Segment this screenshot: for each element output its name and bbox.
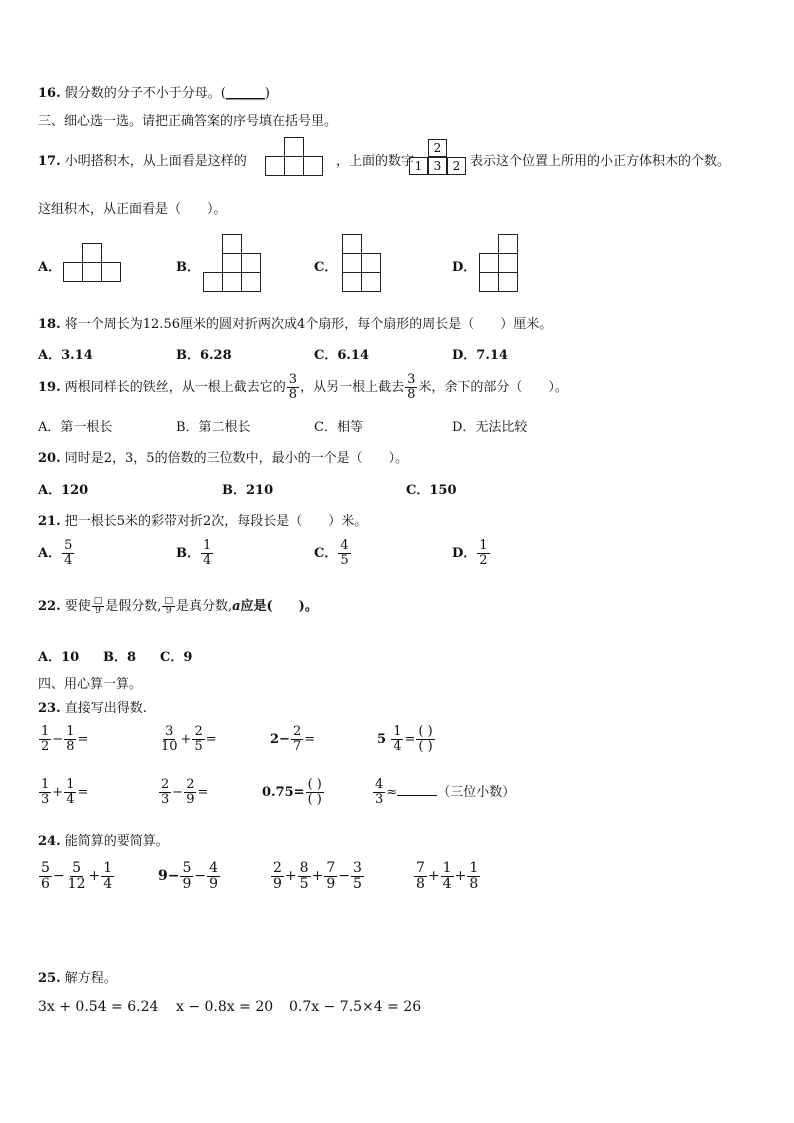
operator: + bbox=[311, 868, 324, 884]
option-c[interactable]: C．150 bbox=[406, 483, 457, 498]
option-a[interactable]: A．120 bbox=[38, 483, 89, 498]
equals: = bbox=[304, 732, 316, 747]
denominator: 5 bbox=[194, 739, 203, 754]
denominator: 8 bbox=[416, 875, 425, 892]
option-a[interactable]: A．3.14 bbox=[38, 348, 93, 363]
grid-cell bbox=[498, 253, 518, 273]
question-19 bbox=[38, 371, 568, 405]
numerator: 1 bbox=[41, 724, 50, 740]
denominator: 5 bbox=[352, 875, 362, 892]
fraction bbox=[351, 861, 364, 891]
operand: 9− bbox=[158, 868, 180, 884]
denominator: 12 bbox=[67, 875, 86, 892]
numerator: 8 bbox=[299, 859, 309, 876]
answer-blank[interactable]: ______ bbox=[225, 86, 265, 101]
expression bbox=[38, 858, 115, 894]
numerator: 1 bbox=[66, 724, 75, 740]
fraction bbox=[201, 539, 213, 567]
denominator: 4 bbox=[103, 875, 113, 892]
expression bbox=[158, 722, 217, 758]
question-number: 18. bbox=[38, 317, 61, 332]
expression bbox=[158, 775, 208, 811]
option-d-figure[interactable] bbox=[479, 234, 519, 293]
numbered-view-figure bbox=[409, 139, 467, 177]
grid-cell bbox=[284, 156, 304, 176]
equation: x − 0.8x = 20 bbox=[176, 999, 274, 1015]
operator: − bbox=[194, 868, 207, 884]
question-text: 直接写出得数. bbox=[64, 701, 147, 716]
top-view-figure bbox=[265, 137, 323, 177]
option-label: B． bbox=[176, 546, 200, 561]
option-a[interactable]: A．10 bbox=[38, 650, 80, 665]
option-b[interactable]: B．第二根长 bbox=[176, 420, 251, 435]
numerator: 2 bbox=[161, 777, 170, 793]
question-number: 20. bbox=[38, 451, 61, 466]
question-23 bbox=[38, 697, 147, 716]
numerator: 1 bbox=[442, 859, 452, 876]
numerator: 5 bbox=[41, 859, 50, 876]
denominator: 5 bbox=[299, 875, 309, 892]
question-text: 解方程。 bbox=[64, 971, 117, 986]
denominator: 7 bbox=[292, 739, 302, 754]
numerator: 1 bbox=[41, 777, 50, 793]
question-text: 能简算的要简算。 bbox=[64, 834, 169, 849]
grid-cell bbox=[63, 262, 83, 282]
denominator: 8 bbox=[66, 739, 75, 754]
numerator: 1 bbox=[103, 859, 113, 876]
option-d[interactable]: D．7.14 bbox=[452, 348, 508, 363]
denominator: 4 bbox=[393, 739, 402, 754]
option-label: C． bbox=[314, 546, 338, 561]
numerator: 2 bbox=[194, 724, 203, 740]
grid-cell bbox=[284, 137, 304, 157]
expression bbox=[270, 858, 365, 894]
question-17-text3: 表示这个位置上所用的小正方体积木的个数。 bbox=[470, 154, 731, 169]
equals: = bbox=[404, 732, 416, 747]
denominator: 10 bbox=[161, 739, 178, 754]
grid-cell bbox=[82, 262, 102, 282]
numerator: □ bbox=[164, 595, 173, 606]
question-16 bbox=[38, 82, 270, 101]
fraction bbox=[101, 861, 114, 891]
numerator: 5 bbox=[64, 538, 73, 554]
denominator: 6 bbox=[41, 875, 50, 892]
question-number: 16. bbox=[38, 86, 61, 101]
fraction bbox=[324, 861, 337, 891]
operator: + bbox=[52, 785, 64, 800]
denominator: 4 bbox=[442, 875, 452, 892]
fraction bbox=[39, 778, 51, 806]
question-text: 假分数的分子不小于分母。( bbox=[64, 86, 226, 101]
operator: + bbox=[454, 868, 467, 884]
grid-cell bbox=[82, 243, 102, 263]
question-21 bbox=[38, 510, 367, 529]
question-text: 同时是2，3，5的倍数的三位数中，最小的一个是（ ）。 bbox=[64, 451, 409, 466]
numerator: 1 bbox=[203, 538, 212, 554]
fraction bbox=[92, 597, 105, 617]
denominator: 9 bbox=[186, 792, 195, 807]
option-a-figure[interactable] bbox=[63, 243, 121, 281]
fraction bbox=[64, 725, 76, 753]
numerator: 3 bbox=[288, 372, 298, 388]
question-text: 将一个周长为12.56厘米的圆对折两次成4个扇形，每个扇形的周长是（ ）厘米。 bbox=[64, 317, 553, 332]
question-number: 22. bbox=[38, 599, 61, 614]
number-cell: 2 bbox=[447, 157, 466, 175]
numerator: 7 bbox=[326, 859, 336, 876]
operator: − bbox=[172, 785, 184, 800]
denominator: 5 bbox=[340, 553, 349, 568]
fraction bbox=[162, 597, 175, 617]
answer-fraction[interactable] bbox=[416, 725, 434, 753]
grid-cell bbox=[241, 253, 261, 273]
denominator: 9 bbox=[209, 875, 219, 892]
number-cell: 2 bbox=[428, 139, 447, 157]
numerator: 4 bbox=[209, 859, 219, 876]
question-text: 把一根长5米的彩带对折2次，每段长是（ ）米。 bbox=[64, 514, 368, 529]
fraction bbox=[338, 539, 350, 567]
approx: ≈ bbox=[386, 785, 398, 800]
expression bbox=[38, 775, 88, 811]
operator: + bbox=[180, 732, 192, 747]
grid-cell bbox=[203, 272, 223, 292]
denominator[interactable]: ( ) bbox=[307, 792, 322, 807]
option-label: A． bbox=[38, 546, 62, 561]
fraction bbox=[467, 861, 480, 891]
option-c-figure[interactable] bbox=[342, 234, 382, 293]
denominator: 9 bbox=[95, 606, 101, 616]
expression bbox=[372, 775, 515, 811]
grid-cell bbox=[222, 253, 242, 273]
denominator: 3 bbox=[375, 792, 384, 807]
equals: = bbox=[197, 785, 209, 800]
denominator: 4 bbox=[64, 553, 73, 568]
answer-blank[interactable] bbox=[397, 795, 437, 796]
number-cell: 3 bbox=[428, 157, 447, 175]
operand: 5 bbox=[377, 732, 387, 747]
question-20 bbox=[38, 447, 408, 466]
numerator: 5 bbox=[72, 859, 82, 876]
grid-cell bbox=[101, 262, 121, 282]
number-cell: 1 bbox=[409, 157, 428, 175]
question-text: 要使 bbox=[64, 599, 91, 614]
question-number: 24. bbox=[38, 834, 61, 849]
operator: + bbox=[427, 868, 440, 884]
question-24 bbox=[38, 830, 169, 849]
question-text: 米，余下的部分（ ）。 bbox=[418, 380, 568, 395]
numerator: 2 bbox=[186, 777, 195, 793]
fraction bbox=[39, 725, 51, 753]
expression bbox=[158, 858, 221, 894]
operator: − bbox=[52, 868, 65, 884]
numerator: 4 bbox=[375, 777, 384, 793]
fraction bbox=[291, 725, 303, 753]
numerator: 2 bbox=[292, 724, 302, 740]
option-b[interactable]: B．8 bbox=[103, 650, 137, 665]
option-label: D． bbox=[452, 546, 477, 561]
fraction bbox=[62, 539, 74, 567]
variable: a bbox=[232, 599, 241, 614]
fraction bbox=[207, 861, 220, 891]
denominator: 4 bbox=[203, 553, 212, 568]
expression bbox=[377, 722, 436, 758]
expression bbox=[262, 775, 325, 811]
numerator: 7 bbox=[416, 859, 425, 876]
option-c-label[interactable]: C． bbox=[314, 260, 338, 275]
equals: = bbox=[77, 732, 89, 747]
fraction bbox=[477, 539, 489, 567]
fraction bbox=[64, 778, 76, 806]
operator: + bbox=[88, 868, 101, 884]
denominator: 3 bbox=[161, 792, 170, 807]
numerator: 3 bbox=[352, 859, 362, 876]
operator: − bbox=[52, 732, 64, 747]
grid-cell bbox=[342, 234, 362, 254]
option-b[interactable]: B．210 bbox=[222, 483, 274, 498]
grid-cell bbox=[498, 272, 518, 292]
question-number: 17. bbox=[38, 154, 61, 169]
option-a-label[interactable]: A． bbox=[38, 260, 62, 275]
grid-cell bbox=[498, 234, 518, 254]
numerator: 2 bbox=[273, 859, 282, 876]
numerator: 1 bbox=[479, 538, 488, 554]
denominator: 2 bbox=[41, 739, 50, 754]
option-d-label[interactable]: D． bbox=[452, 260, 477, 275]
numerator: 3 bbox=[407, 372, 416, 388]
question-18 bbox=[38, 313, 552, 332]
equation: 3x + 0.54 = 6.24 bbox=[38, 999, 159, 1015]
operand: 0.75= bbox=[262, 785, 305, 800]
question-22 bbox=[38, 594, 318, 620]
numerator: 1 bbox=[66, 777, 75, 793]
grid-cell bbox=[479, 253, 499, 273]
operand: 2− bbox=[270, 732, 290, 747]
denominator: 9 bbox=[182, 875, 192, 892]
question-text: 是真分数, bbox=[175, 599, 233, 614]
question-number: 23. bbox=[38, 701, 61, 716]
question-text: ，从另一根上截去 bbox=[300, 380, 405, 395]
denominator: 3 bbox=[41, 792, 50, 807]
option-a[interactable]: A．第一根长 bbox=[38, 420, 113, 435]
fraction bbox=[373, 778, 385, 806]
fraction bbox=[159, 778, 171, 806]
grid-cell bbox=[265, 156, 285, 176]
operator: − bbox=[338, 868, 350, 884]
section-heading: 三、细心选一选。请把正确答案的序号填在括号里。 bbox=[38, 114, 338, 129]
question-17-text1 bbox=[38, 150, 247, 169]
equals: = bbox=[77, 785, 89, 800]
question-text: 应是( )。 bbox=[240, 599, 318, 614]
grid-cell bbox=[303, 156, 323, 176]
denominator: 4 bbox=[66, 792, 75, 807]
fraction bbox=[405, 373, 417, 401]
grid-cell bbox=[342, 272, 362, 292]
equation: 0.7x − 7.5×4 = 26 bbox=[289, 999, 422, 1015]
option-b[interactable] bbox=[176, 537, 214, 571]
fraction bbox=[180, 861, 193, 891]
expression bbox=[413, 858, 481, 894]
fraction bbox=[298, 861, 311, 891]
denominator: 9 bbox=[326, 875, 336, 892]
numerator: 3 bbox=[165, 724, 174, 740]
option-c[interactable]: C．9 bbox=[160, 650, 193, 665]
operator: + bbox=[284, 868, 297, 884]
grid-cell bbox=[241, 272, 261, 292]
numerator: □ bbox=[93, 595, 103, 606]
numerator: 1 bbox=[469, 859, 479, 876]
grid-cell bbox=[479, 272, 499, 292]
denominator: 8 bbox=[288, 387, 298, 402]
option-b[interactable]: B．6.28 bbox=[176, 348, 232, 363]
fraction bbox=[287, 373, 299, 401]
fraction bbox=[391, 725, 403, 753]
question-number: 19. bbox=[38, 380, 61, 395]
option-c[interactable]: C．6.14 bbox=[314, 348, 370, 363]
numerator: 4 bbox=[340, 538, 349, 554]
fraction bbox=[184, 778, 196, 806]
option-a[interactable] bbox=[38, 537, 75, 571]
question-number: 25. bbox=[38, 971, 61, 986]
option-b-figure[interactable] bbox=[203, 234, 261, 293]
equals: = bbox=[205, 732, 217, 747]
fraction bbox=[441, 861, 454, 891]
fraction bbox=[192, 725, 204, 753]
expression bbox=[38, 722, 88, 758]
fraction bbox=[159, 725, 180, 753]
denominator: 9 bbox=[273, 875, 282, 892]
numerator[interactable]: ( ) bbox=[307, 777, 322, 793]
grid-cell bbox=[361, 272, 381, 292]
grid-cell bbox=[222, 272, 242, 292]
denominator: 9 bbox=[165, 606, 172, 616]
option-c[interactable]: C．相等 bbox=[314, 420, 363, 435]
numerator[interactable]: ( ) bbox=[418, 724, 433, 740]
question-17-text2: ，上面的数字 bbox=[336, 154, 415, 169]
option-d[interactable] bbox=[452, 537, 491, 571]
denominator: 8 bbox=[469, 875, 479, 892]
denominator: 2 bbox=[479, 553, 488, 568]
fraction bbox=[66, 861, 88, 891]
fraction bbox=[39, 861, 52, 891]
answer-fraction[interactable] bbox=[306, 778, 324, 806]
question-number: 21. bbox=[38, 514, 61, 529]
option-b-label[interactable]: B． bbox=[176, 260, 200, 275]
grid-cell bbox=[361, 253, 381, 273]
option-d[interactable]: D．无法比较 bbox=[452, 420, 528, 435]
numerator: 5 bbox=[182, 859, 192, 876]
question-text: 小明搭积木，从上面看是这样的 bbox=[64, 154, 247, 169]
expression bbox=[270, 722, 315, 758]
denominator: 8 bbox=[407, 387, 416, 402]
fraction bbox=[271, 861, 284, 891]
option-c[interactable] bbox=[314, 537, 352, 571]
grid-cell bbox=[222, 234, 242, 254]
numerator: 1 bbox=[393, 724, 402, 740]
section-heading: 四、用心算一算。 bbox=[38, 677, 143, 692]
close-paren: ) bbox=[264, 86, 270, 101]
grid-cell bbox=[342, 253, 362, 273]
question-text: 是假分数, bbox=[105, 599, 162, 614]
denominator[interactable]: ( ) bbox=[418, 739, 433, 754]
fraction bbox=[414, 861, 427, 891]
question-17-line2: 这组积木，从正面看是（ ）。 bbox=[38, 202, 227, 217]
question-text: 两根同样长的铁丝，从一根上截去它的 bbox=[64, 380, 286, 395]
question-25 bbox=[38, 967, 117, 986]
note: （三位小数） bbox=[437, 785, 516, 800]
